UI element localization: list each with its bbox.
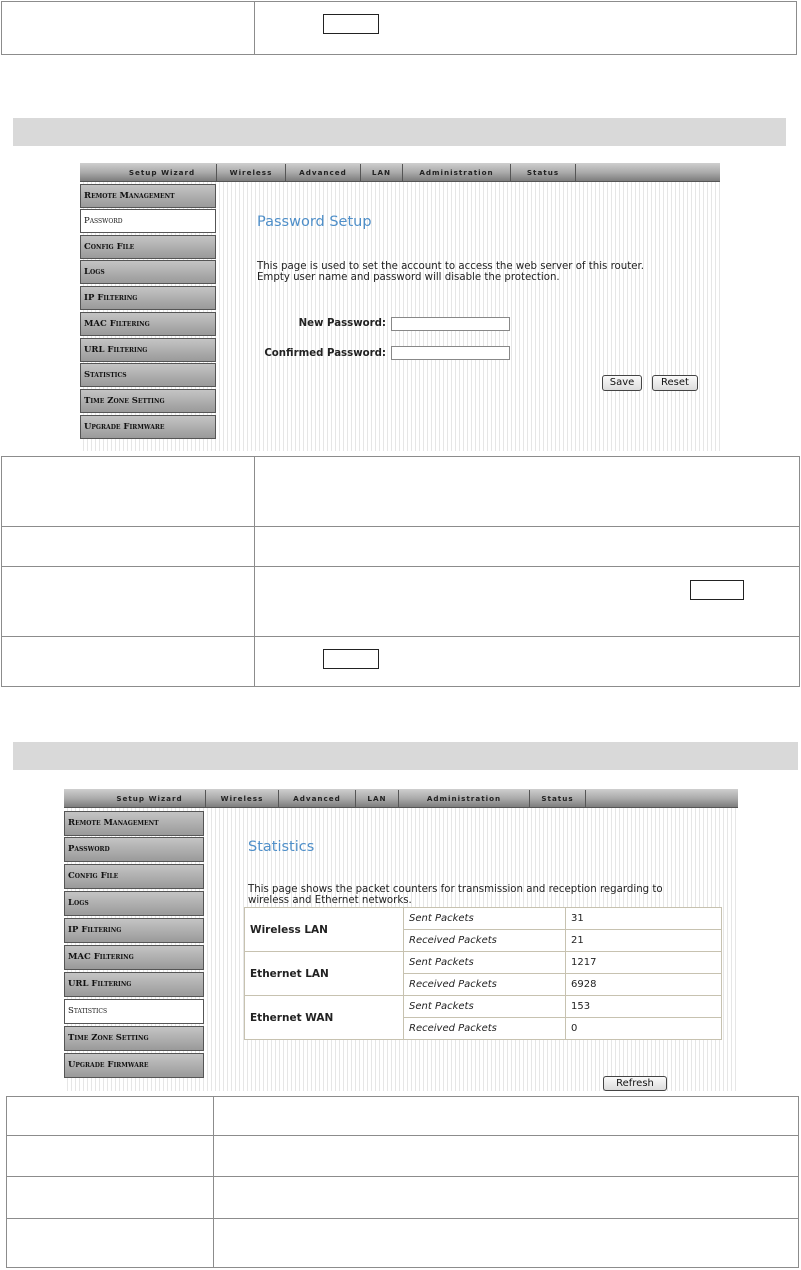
sidebar-item-logs[interactable]: Logs <box>80 260 216 284</box>
sidebar-item-statistics[interactable]: Statistics <box>80 363 216 387</box>
tab-lan[interactable]: LAN <box>356 790 399 807</box>
sidebar-item-mac-filtering[interactable]: MAC Filtering <box>80 312 216 336</box>
tab-lan[interactable]: LAN <box>361 164 403 181</box>
doc-cell-left <box>2 637 255 687</box>
description-line-2: Empty user name and password will disable the protection. <box>257 272 560 283</box>
sidebar-item-mac-filtering[interactable]: MAC Filtering <box>64 945 204 970</box>
table-cell-label: Received Packets <box>404 974 566 996</box>
new-password-label: New Password: <box>298 318 386 329</box>
table-cell-label: Sent Packets <box>404 952 566 974</box>
doc-cell-right <box>255 457 800 527</box>
refresh-button[interactable]: Refresh <box>603 1076 667 1091</box>
sidebar-item-logs[interactable]: Logs <box>64 891 204 916</box>
tab-setup-wizard[interactable]: Setup Wizard <box>94 790 206 807</box>
table-cell-group: Ethernet WAN <box>245 996 404 1040</box>
inline-button-box <box>690 580 744 600</box>
doc-cell-left <box>2 2 255 55</box>
description-line-2: wireless and Ethernet networks. <box>248 895 412 906</box>
doc-cell-right <box>214 1097 799 1136</box>
table-row <box>245 996 722 1018</box>
doc-cell-right <box>214 1135 799 1177</box>
sidebar-item-url-filtering[interactable]: URL Filtering <box>64 972 204 997</box>
table-cell-value: 31 <box>566 908 722 930</box>
table-cell-value: 153 <box>566 996 722 1018</box>
sidebar-item-config-file[interactable]: Config File <box>80 235 216 259</box>
sidebar-item-statistics[interactable]: Statistics <box>64 999 204 1024</box>
doc-cell-left <box>2 567 255 637</box>
tab-advanced[interactable]: Advanced <box>279 790 356 807</box>
table-cell-label: Received Packets <box>404 930 566 952</box>
table-cell-label: Sent Packets <box>404 996 566 1018</box>
tab-setup-wizard[interactable]: Setup Wizard <box>108 164 217 181</box>
page-title: Statistics <box>248 839 315 855</box>
sidebar-item-upgrade-firmware[interactable]: Upgrade Firmware <box>80 415 216 439</box>
top-navigation <box>80 163 720 182</box>
table-cell-group: Wireless LAN <box>245 908 404 952</box>
doc-cell-left <box>7 1219 214 1268</box>
table-cell-label: Sent Packets <box>404 908 566 930</box>
doc-table-middle <box>1 456 800 687</box>
sidebar-item-password[interactable]: Password <box>64 837 204 862</box>
sidebar-item-time-zone-setting[interactable]: Time Zone Setting <box>80 389 216 413</box>
sidebar-item-remote-management[interactable]: Remote Management <box>80 184 216 208</box>
table-cell-value: 21 <box>566 930 722 952</box>
doc-cell-left <box>2 526 255 567</box>
tab-status[interactable]: Status <box>511 164 576 181</box>
confirmed-password-input[interactable] <box>391 346 510 360</box>
reset-button[interactable]: Reset <box>652 375 698 391</box>
tab-administration[interactable]: Administration <box>399 790 530 807</box>
table-cell-label: Received Packets <box>404 1018 566 1040</box>
sidebar-item-password[interactable]: Password <box>80 209 216 233</box>
sidebar-item-remote-management[interactable]: Remote Management <box>64 811 204 836</box>
sidebar-item-ip-filtering[interactable]: IP Filtering <box>64 918 204 943</box>
sidebar-item-time-zone-setting[interactable]: Time Zone Setting <box>64 1026 204 1051</box>
table-row <box>245 908 722 930</box>
doc-cell-right <box>255 526 800 567</box>
confirmed-password-label: Confirmed Password: <box>264 348 386 359</box>
section-header-bar <box>13 742 798 770</box>
doc-cell-left <box>7 1097 214 1136</box>
sidebar-item-ip-filtering[interactable]: IP Filtering <box>80 286 216 310</box>
doc-cell-left <box>7 1135 214 1177</box>
sidebar-item-upgrade-firmware[interactable]: Upgrade Firmware <box>64 1053 204 1078</box>
table-cell-value: 0 <box>566 1018 722 1040</box>
statistics-table <box>244 907 722 1040</box>
table-cell-value: 6928 <box>566 974 722 996</box>
doc-cell-right <box>255 567 800 637</box>
description-line-1: This page is used to set the account to access the web server of this router. <box>257 261 644 272</box>
new-password-input[interactable] <box>391 317 510 331</box>
tab-wireless[interactable]: Wireless <box>217 164 286 181</box>
tab-advanced[interactable]: Advanced <box>286 164 361 181</box>
save-button[interactable]: Save <box>602 375 642 391</box>
description-line-1: This page shows the packet counters for transmission and reception regarding to <box>248 884 663 895</box>
sidebar-item-config-file[interactable]: Config File <box>64 864 204 889</box>
doc-cell-left <box>2 457 255 527</box>
inline-button-box <box>323 649 379 669</box>
tab-status[interactable]: Status <box>530 790 586 807</box>
doc-cell-left <box>7 1177 214 1219</box>
table-row <box>245 952 722 974</box>
statistics-screenshot <box>64 789 738 1091</box>
sidebar-item-url-filtering[interactable]: URL Filtering <box>80 338 216 362</box>
doc-table-bottom <box>6 1096 799 1268</box>
table-cell-group: Ethernet LAN <box>245 952 404 996</box>
tab-wireless[interactable]: Wireless <box>206 790 279 807</box>
tab-administration[interactable]: Administration <box>403 164 511 181</box>
doc-cell-right <box>214 1219 799 1268</box>
section-header-bar <box>13 118 786 146</box>
table-cell-value: 1217 <box>566 952 722 974</box>
doc-table-top <box>1 1 797 55</box>
inline-button-box <box>323 14 379 34</box>
password-setup-screenshot <box>80 163 720 451</box>
page-title: Password Setup <box>257 214 372 230</box>
top-navigation <box>64 789 738 808</box>
doc-cell-right <box>214 1177 799 1219</box>
